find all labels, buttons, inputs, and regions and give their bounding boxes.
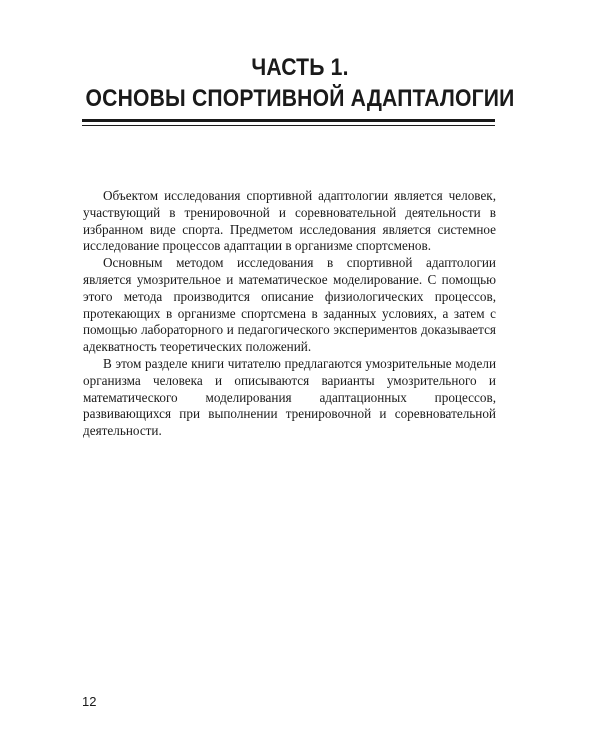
page-number: 12 bbox=[82, 694, 97, 709]
paragraph: В этом разделе книги читателю предлагаются умозрительные модели организма человека и описываются варианты умозрительного и математического моделирования адаптационных процессов, развивающихся при выполнении тренировочной и соревновательной деятельности. bbox=[83, 355, 496, 439]
chapter-heading bbox=[36, 52, 564, 114]
heading-rule-thick bbox=[82, 119, 495, 122]
body-text bbox=[83, 188, 496, 440]
paragraph: Основным методом исследования в спортивной адаптологии является умозрительное и математическое моделирование. С помощью этого метода производится описание физиологических процессов, протекающих в организме спортсмена в заданных условиях, а затем с помощью лабораторного и педагогического экспериментов доказывается адекватность теоретических положений. bbox=[83, 255, 496, 355]
heading-rule-thin bbox=[82, 125, 495, 126]
paragraph: Объектом исследования спортивной адаптологии является человек, участвующий в тренировочной и соревновательной деятельности в избранном виде спорта. Предметом исследования является системное исследование процессов адаптации в организме спортсменов. bbox=[83, 188, 496, 254]
part-title: ОСНОВЫ СПОРТИВНОЙ АДАПТАЛОГИИ bbox=[85, 85, 515, 112]
part-number: ЧАСТЬ 1. bbox=[251, 54, 349, 81]
